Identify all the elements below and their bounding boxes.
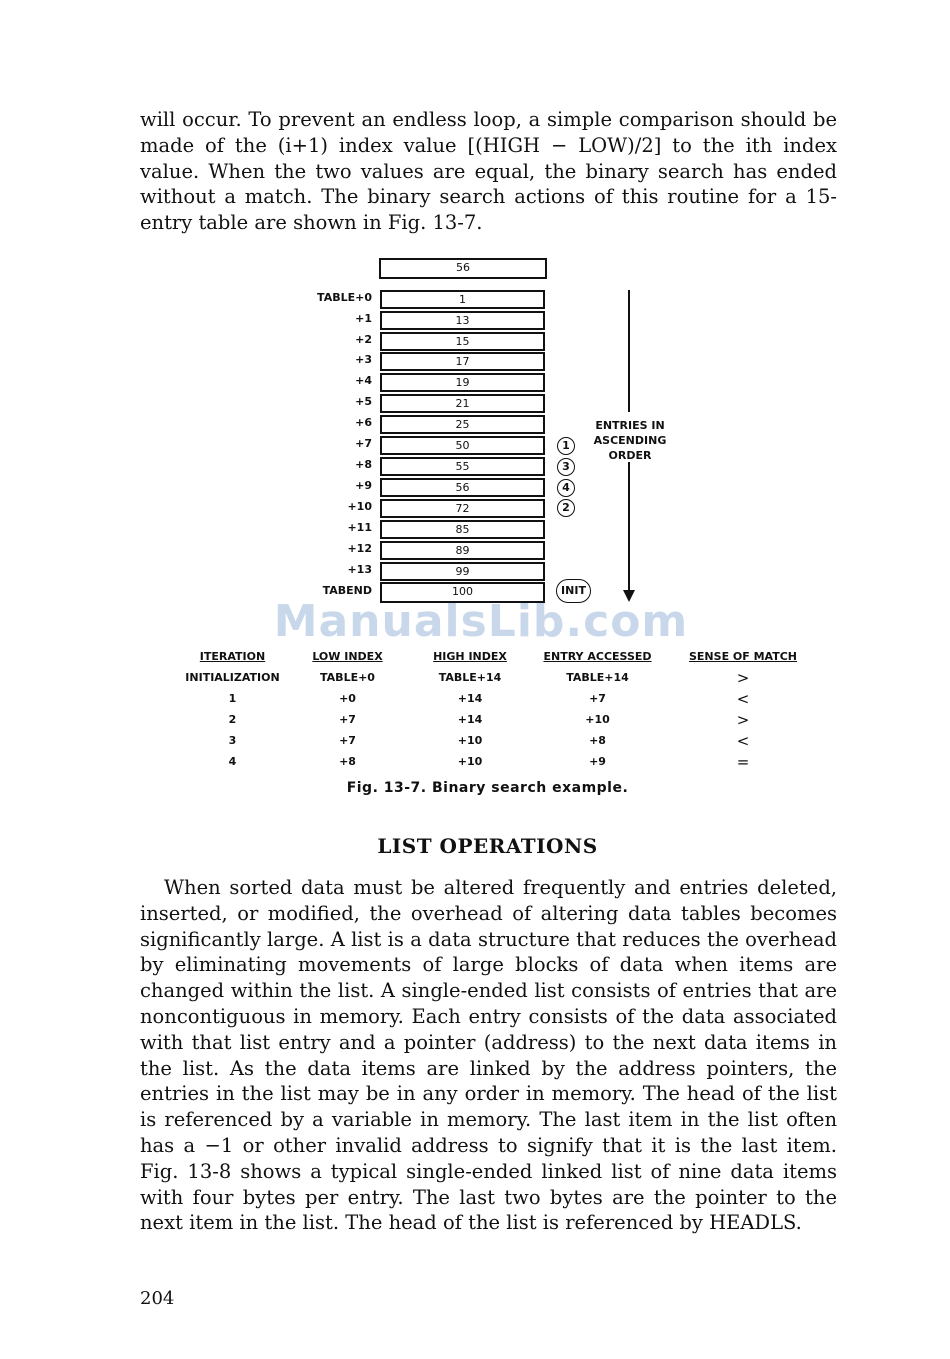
table-cell: +0 xyxy=(339,692,356,705)
memory-offset-label: +8 xyxy=(355,458,372,471)
table-cell: 3 xyxy=(228,734,237,747)
ascending-arrow-shaft-bottom xyxy=(628,462,630,592)
table-cell: +9 xyxy=(589,755,606,768)
memory-cell: 89 xyxy=(380,541,545,560)
memory-offset-label: +1 xyxy=(355,312,372,325)
memory-offset-label: TABLE+0 xyxy=(317,291,372,304)
memory-cell: 17 xyxy=(380,352,545,371)
table-cell: INITIALIZATION xyxy=(185,671,280,684)
table-cell: +10 xyxy=(585,713,610,726)
body-paragraph-1: will occur. To prevent an endless loop, a simple comparison should be made of the (i+1) index value [(HIGH − LOW)/2] to the ith index value. When the two values are equal, the binary search has ended without a match. The binary search actions of this routine for a 15-entry table are shown in Fig. 13-7. xyxy=(140,108,837,235)
table-cell: +8 xyxy=(589,734,606,747)
iteration-marker: 2 xyxy=(557,499,575,517)
init-marker: INIT xyxy=(556,579,591,603)
watermark: ManualsLib.com xyxy=(273,596,689,647)
table-header: HIGH INDEX xyxy=(433,650,507,663)
memory-offset-label: +13 xyxy=(347,563,372,576)
search-key-cell: 56 xyxy=(379,258,547,279)
body-paragraph-2: When sorted data must be altered frequently and entries deleted, inserted, or modified, the overhead of altering data tables becomes significantly large. A list is a data structure that reduces the overhead by eliminating movements of large blocks of data when items are changed within the list. A single-ended list consists of entries that are noncontiguous in memory. Each entry consists of the data associated with that list entry and a pointer (address) to the next data items in the list. As the data items are linked by the address pointers, the entries in the list may be in any order in memory. The head of the list is referenced by a variable in memory. The last item in the list often has a −1 or other invalid address to signify that it is the last item. Fig. 13-8 shows a typical single-ended linked list of nine data items with four bytes per entry. The last two bytes are the pointer to the next item in the list. The head of the list is referenced by HEADLS. xyxy=(140,876,837,1235)
memory-cell: 55 xyxy=(380,457,545,476)
memory-cell: 100 xyxy=(380,582,545,603)
memory-cell: 50 xyxy=(380,436,545,455)
memory-cell: 1 xyxy=(380,290,545,309)
memory-cell: 21 xyxy=(380,394,545,413)
table-cell: < xyxy=(736,690,750,708)
iteration-marker: 3 xyxy=(557,458,575,476)
memory-cell: 85 xyxy=(380,520,545,539)
memory-cell: 99 xyxy=(380,562,545,581)
table-cell: < xyxy=(736,732,750,750)
table-cell: 1 xyxy=(228,692,237,705)
memory-offset-label: +11 xyxy=(347,521,372,534)
table-cell: +10 xyxy=(457,755,483,768)
table-cell: 2 xyxy=(228,713,237,726)
table-cell: TABLE+14 xyxy=(438,671,502,684)
table-cell: TABLE+0 xyxy=(320,671,375,684)
memory-offset-label: TABEND xyxy=(322,584,372,597)
table-cell: > xyxy=(736,711,750,729)
table-cell: TABLE+14 xyxy=(566,671,629,684)
figure-caption: Fig. 13-7. Binary search example. xyxy=(346,780,629,796)
memory-cell: 72 xyxy=(380,499,545,518)
table-cell: > xyxy=(736,669,750,687)
table-cell: +10 xyxy=(457,734,483,747)
memory-offset-label: +4 xyxy=(355,374,372,387)
order-label-line: ASCENDING xyxy=(593,434,667,447)
table-header: SENSE OF MATCH xyxy=(689,650,797,663)
table-cell: +14 xyxy=(457,692,483,705)
table-cell: +7 xyxy=(589,692,606,705)
memory-offset-label: +3 xyxy=(355,353,372,366)
memory-cell: 56 xyxy=(380,478,545,497)
iteration-marker: 4 xyxy=(557,479,575,497)
memory-offset-label: +7 xyxy=(355,437,372,450)
memory-offset-label: +10 xyxy=(347,500,372,513)
page-number: 204 xyxy=(140,1288,175,1309)
table-cell: +14 xyxy=(457,713,483,726)
memory-cell: 19 xyxy=(380,373,545,392)
memory-cell: 25 xyxy=(380,415,545,434)
ascending-arrow-shaft-top xyxy=(628,290,630,412)
order-label-line: ENTRIES IN xyxy=(595,419,665,432)
memory-cell: 13 xyxy=(380,311,545,330)
order-label-line: ORDER xyxy=(608,449,652,462)
table-cell: = xyxy=(736,753,750,771)
table-header: ENTRY ACCESSED xyxy=(543,650,652,663)
table-cell: 4 xyxy=(228,755,237,768)
iteration-marker: 1 xyxy=(557,437,575,455)
section-heading: LIST OPERATIONS xyxy=(377,834,598,858)
table-cell: +8 xyxy=(339,755,356,768)
memory-offset-label: +2 xyxy=(355,333,372,346)
ascending-order-label xyxy=(580,418,680,463)
table-cell: +7 xyxy=(339,713,356,726)
memory-offset-label: +5 xyxy=(355,395,372,408)
memory-offset-label: +9 xyxy=(355,479,372,492)
table-header: LOW INDEX xyxy=(312,650,383,663)
table-cell: +7 xyxy=(339,734,356,747)
memory-offset-label: +6 xyxy=(355,416,372,429)
memory-cell: 15 xyxy=(380,332,545,351)
memory-offset-label: +12 xyxy=(347,542,372,555)
table-header: ITERATION xyxy=(199,650,266,663)
